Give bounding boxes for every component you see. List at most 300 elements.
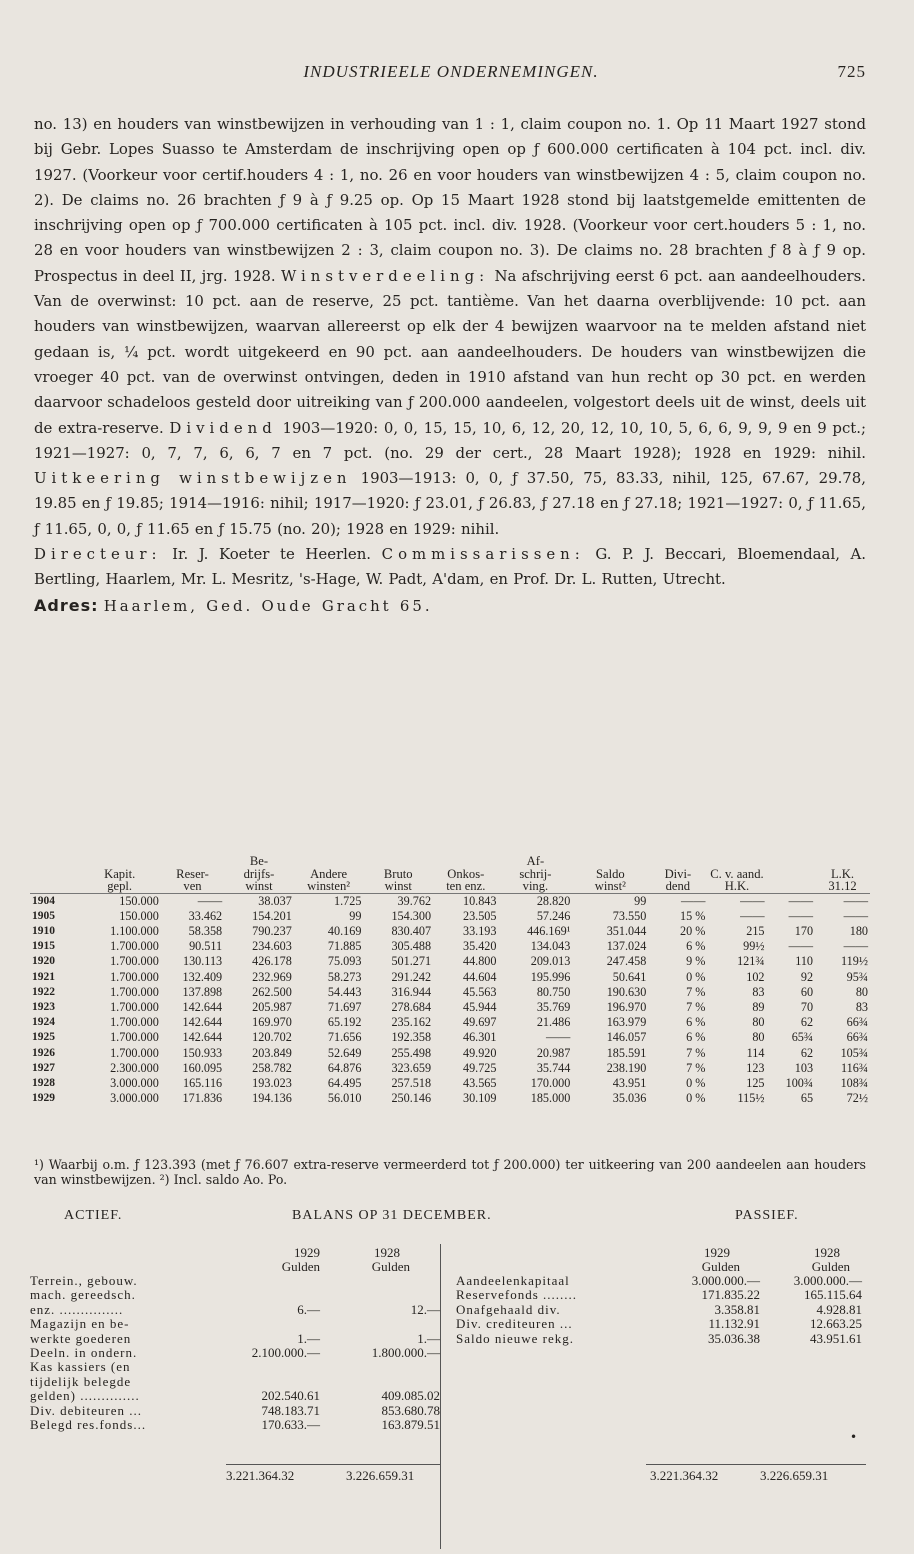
table-cell: 1.725 xyxy=(334,893,362,908)
table-cell: 80 xyxy=(752,1030,765,1045)
passief-label: Onafgehaald div. xyxy=(456,1301,561,1317)
table-header-row xyxy=(30,855,870,893)
table-cell: 185.591 xyxy=(606,1045,647,1060)
table-cell: 80.750 xyxy=(536,984,571,999)
table-cell: 64.876 xyxy=(327,1060,362,1075)
table-cell: 99½ xyxy=(743,939,765,954)
table-cell: 89 xyxy=(752,999,765,1014)
passief-label: Reservefonds ........ xyxy=(456,1287,578,1303)
directeur-text: Ir. J. Koeter te Heerlen. xyxy=(172,545,372,564)
table-cell: 49.697 xyxy=(462,1015,497,1030)
table-cell: 35.769 xyxy=(536,999,571,1014)
table-cell: 209.013 xyxy=(530,954,571,969)
table-cell: 0 % xyxy=(686,1075,706,1090)
actief-row xyxy=(30,1288,440,1302)
winstverdeeling-text: Na afschrijving eerst 6 pct. aan aandeelhouders. Van de overwinst: 10 pct. aan de reserve, 25 pct. tantième. Van het daarna overblijvende: 10 pct. aan houders van winstbewijzen, waarvan allereerst op elk der 4 bewijzen waarvoor na te melden afstand niet gedaan is, ¼ pct. wordt uitgekeerd en 90 pct. aan aandeelhouders. De houders van winstbewijzen die vroeger 40 pct. van de overwinst ontvingen, deden in 1910 afstand van hun recht op 30 pct. en werden daarvoor schadeloos gesteld door uitreiking van ƒ 200.000 aandeelen, volgestort deels uit de winst, deels uit de extra-reserve. xyxy=(34,266,867,437)
actief-unit-1928: Gulden xyxy=(371,1259,410,1274)
table-cell: 46.301 xyxy=(462,1030,497,1045)
year-cell: 1929 xyxy=(32,1092,55,1105)
table-header-cell: Be- drijfs- winst xyxy=(243,855,275,893)
table-cell: 426.178 xyxy=(252,954,292,969)
table-cell: 50.641 xyxy=(612,969,647,984)
passief-value: 11.132.91 xyxy=(708,1316,760,1332)
actief-value: 2.100.000.— xyxy=(251,1344,320,1360)
table-cell: 49.920 xyxy=(462,1045,497,1060)
table-cell: 33.462 xyxy=(188,908,223,923)
table-cell: 44.800 xyxy=(462,954,497,969)
passief-row xyxy=(450,1317,870,1331)
table-cell: 103 xyxy=(794,1060,814,1075)
passief-label: Aandeelenkapitaal xyxy=(456,1273,570,1288)
table-cell: 99 xyxy=(634,893,647,908)
passief-row xyxy=(450,1288,870,1302)
table-cell: 137.898 xyxy=(182,984,223,999)
passief-value: 3.000.000.— xyxy=(691,1273,760,1288)
actief-row xyxy=(30,1346,440,1360)
table-cell: 195.996 xyxy=(530,969,571,984)
actief-total-1929: 3.221.364.32 xyxy=(226,1468,295,1483)
actief-value: 6.— xyxy=(297,1301,320,1317)
table-cell: 119½ xyxy=(841,954,868,969)
table-cell: 205.987 xyxy=(252,999,292,1014)
passief-total-1928: 3.226.659.31 xyxy=(760,1468,829,1483)
table-cell: 134.043 xyxy=(530,939,571,954)
table-cell: 90.511 xyxy=(189,939,223,954)
table-cell: 73.550 xyxy=(612,908,647,923)
table-row xyxy=(30,1046,870,1061)
year-cell: 1928 xyxy=(32,1076,55,1089)
actief-row xyxy=(30,1389,440,1403)
table-cell: 258.782 xyxy=(252,1060,292,1075)
table-cell: —— xyxy=(681,893,706,908)
table-cell: 142.644 xyxy=(182,1030,223,1045)
table-cell: 60 xyxy=(800,984,814,999)
passief-column xyxy=(450,1246,870,1346)
table-row xyxy=(30,954,870,969)
actief-label: gelden) .............. xyxy=(30,1388,140,1404)
table-cell: 121¾ xyxy=(737,954,765,969)
table-cell: 250.146 xyxy=(391,1091,432,1106)
actief-value: 748.183.71 xyxy=(261,1402,320,1418)
table-cell: 45.563 xyxy=(462,984,497,999)
table-cell: 115½ xyxy=(737,1091,765,1106)
print-mark: • xyxy=(850,1430,858,1444)
year-cell: 1924 xyxy=(32,1016,55,1029)
actief-row xyxy=(30,1317,440,1331)
table-cell: 7 % xyxy=(686,1045,706,1060)
passief-value: 165.115.64 xyxy=(803,1287,862,1303)
table-cell: 43.951 xyxy=(612,1075,647,1090)
actief-row xyxy=(30,1332,440,1346)
table-cell: 57.246 xyxy=(536,908,571,923)
table-header-cell: Divi- dend xyxy=(664,866,692,893)
table-cell: 30.109 xyxy=(462,1091,497,1106)
table-cell: 125 xyxy=(746,1075,765,1090)
table-cell: 1.700.000 xyxy=(110,999,159,1014)
passief-label: Saldo nieuwe rekg. xyxy=(456,1330,575,1346)
table-cell: 232.969 xyxy=(252,969,292,984)
table-cell: 83 xyxy=(855,999,868,1014)
table-cell: 203.849 xyxy=(252,1045,292,1060)
table-row xyxy=(30,1030,870,1045)
commissarissen-text: G. P. J. Beccari, Bloemendaal, A. Bertling, Haarlem, Mr. L. Mesritz, 's-Hage, W. Padt, A'dam, en Prof. Dr. L. Rutten, Utrecht. xyxy=(34,545,867,589)
table-cell: 351.044 xyxy=(606,923,647,938)
address-text: Haarlem, Ged. Oude Gracht 65. xyxy=(103,596,433,615)
passief-year-1929: 1929 xyxy=(704,1245,730,1260)
table-cell: 215 xyxy=(746,923,765,938)
table-row xyxy=(30,1000,870,1015)
table-cell: 10.843 xyxy=(462,893,497,908)
table-cell: 45.944 xyxy=(462,999,497,1014)
year-cell: 1925 xyxy=(32,1031,55,1044)
table-cell: —— xyxy=(740,908,765,923)
passief-label: Div. crediteuren ... xyxy=(456,1316,573,1332)
table-cell: 255.498 xyxy=(391,1045,432,1060)
table-cell: 196.970 xyxy=(606,999,647,1014)
table-cell: 20 % xyxy=(680,923,706,938)
actief-row xyxy=(30,1404,440,1418)
passief-row xyxy=(450,1332,870,1346)
page-number: 725 xyxy=(837,62,866,81)
management-paragraph xyxy=(34,542,866,593)
table-cell: —— xyxy=(788,893,814,908)
table-cell: —— xyxy=(843,939,868,954)
dividend-label: Dividend xyxy=(169,418,277,437)
table-cell: 71.885 xyxy=(327,939,362,954)
table-cell: 49.725 xyxy=(462,1060,497,1075)
actief-value: 12.— xyxy=(410,1301,440,1317)
passief-value: 35.036.38 xyxy=(708,1330,760,1346)
actief-label: Belegd res.fonds... xyxy=(30,1416,147,1432)
uitkeering-label: Uitkeering winstbewijzen xyxy=(34,469,352,488)
passief-value: 12.663.25 xyxy=(810,1316,862,1332)
table-cell: 165.116 xyxy=(182,1075,223,1090)
table-cell: 146.057 xyxy=(606,1030,647,1045)
table-cell: 65.192 xyxy=(327,1015,362,1030)
actief-label: Kas kassiers (en xyxy=(30,1359,131,1375)
actief-row xyxy=(30,1360,440,1374)
table-row xyxy=(30,909,870,924)
table-cell: 235.162 xyxy=(391,1015,432,1030)
passief-unit-1929: Gulden xyxy=(701,1259,740,1274)
table-header-cell xyxy=(30,855,79,893)
year-cell: 1915 xyxy=(32,940,55,953)
table-cell: 190.630 xyxy=(606,984,647,999)
actief-row xyxy=(30,1375,440,1389)
passief-year-1928: 1928 xyxy=(814,1245,840,1260)
table-cell: 65 xyxy=(800,1091,814,1106)
table-cell: 58.358 xyxy=(188,923,223,938)
table-cell: 71.697 xyxy=(327,999,362,1014)
table-cell: —— xyxy=(740,893,765,908)
actief-total-1928: 3.226.659.31 xyxy=(346,1468,415,1483)
table-cell: 75.093 xyxy=(327,954,362,969)
issue-paragraph xyxy=(34,112,866,542)
table-cell: 170 xyxy=(794,923,814,938)
table-cell: 23.505 xyxy=(462,908,497,923)
table-cell: 120.702 xyxy=(252,1030,292,1045)
table-header-cell: Onkos- ten enz. xyxy=(446,866,486,893)
table-cell: 21.486 xyxy=(536,1015,571,1030)
actief-label: enz. ............... xyxy=(30,1301,124,1317)
running-title: INDUSTRIEELE ONDERNEMINGEN. xyxy=(303,62,599,81)
table-cell: 66¾ xyxy=(846,1030,868,1045)
table-cell: 262.500 xyxy=(252,984,292,999)
table-cell: 33.193 xyxy=(462,923,497,938)
table-cell: 1.700.000 xyxy=(110,984,159,999)
dividend-text: 1903—1920: 0, 0, 15, 15, 10, 6, 12, 20, 12, 10, 10, 5, 6, 6, 9, 9, 9 en 9 pct.; 1921—1927: 0, 7, 7, 6, 6, 7 en 7 pct. (no. 29 der cert., 28 Maart 1928); 1928 en 1929: nihil. xyxy=(34,418,867,462)
table-header-cell: Bruto winst xyxy=(383,866,413,893)
table-cell: 150.000 xyxy=(119,908,159,923)
actief-label: Div. debiteuren ... xyxy=(30,1402,143,1418)
actief-value: 170.633.— xyxy=(261,1416,320,1432)
table-cell: —— xyxy=(843,908,868,923)
table-cell: 150.000 xyxy=(119,893,159,908)
actief-row xyxy=(30,1274,440,1288)
table-cell: 830.407 xyxy=(391,923,432,938)
table-cell: 100¾ xyxy=(785,1075,814,1090)
table-cell: 0 % xyxy=(686,969,706,984)
passief-row xyxy=(450,1303,870,1317)
table-cell: 92 xyxy=(800,969,814,984)
table-cell: 20.987 xyxy=(536,1045,571,1060)
table-cell: 66¾ xyxy=(846,1015,868,1030)
actief-label: Magazijn en be- xyxy=(30,1316,130,1332)
table-cell: 43.565 xyxy=(462,1075,497,1090)
table-cell: 35.036 xyxy=(612,1091,647,1106)
actief-value: 202.540.61 xyxy=(261,1388,320,1404)
year-cell: 1923 xyxy=(32,1000,55,1013)
passief-value: 43.951.61 xyxy=(810,1330,862,1346)
table-cell: 114 xyxy=(746,1045,765,1060)
table-cell: 193.023 xyxy=(252,1075,292,1090)
table-header-cell: Reser- ven xyxy=(176,866,209,893)
table-cell: 3.000.000 xyxy=(110,1075,159,1090)
balance-sheet xyxy=(30,1208,870,1432)
table-cell: 185.000 xyxy=(530,1091,571,1106)
table-cell: 83 xyxy=(752,984,765,999)
table-row xyxy=(30,924,870,939)
table-cell: 257.518 xyxy=(391,1075,432,1090)
table-row xyxy=(30,1061,870,1076)
table-row xyxy=(30,893,870,909)
uitkeering-text: 1903—1913: 0, 0, ƒ 37.50, 75, 83.33, nihil, 125, 67.67, 29.78, 19.85 en ƒ 19.85; 1914—1916: nihil; 1917—1920: ƒ 23.01, ƒ 26.83, ƒ 27.18 en ƒ 27.18; 1921—1927: 0, ƒ 11.65, ƒ 11.65, 0, 0, ƒ 11.65 en ƒ 15.75 (no. 20); 1928 en 1929: nihil. xyxy=(34,469,866,538)
table-cell: 192.358 xyxy=(391,1030,432,1045)
table-cell: 62 xyxy=(800,1045,814,1060)
table-cell: 234.603 xyxy=(252,939,292,954)
table-cell: 95¾ xyxy=(846,969,868,984)
financial-table xyxy=(30,855,870,1106)
passief-units xyxy=(450,1260,870,1274)
passief-row xyxy=(450,1274,870,1288)
table-cell: 123 xyxy=(746,1060,765,1075)
table-cell: 62 xyxy=(800,1015,814,1030)
table-cell: —— xyxy=(843,893,868,908)
actief-year-1929: 1929 xyxy=(294,1245,320,1260)
table-cell: 80 xyxy=(752,1015,765,1030)
table-cell: 130.113 xyxy=(182,954,223,969)
table-cell: 323.659 xyxy=(391,1060,432,1075)
year-cell: 1905 xyxy=(32,909,55,922)
actief-label: mach. gereedsch. xyxy=(30,1287,136,1303)
actief-units xyxy=(30,1260,440,1274)
passief-value: 3.000.000.— xyxy=(793,1273,862,1288)
table-cell: 40.169 xyxy=(327,923,362,938)
table-cell: 194.136 xyxy=(252,1091,292,1106)
year-cell: 1927 xyxy=(32,1061,55,1074)
table-header-cell: Saldo winst² xyxy=(594,866,626,893)
actief-row xyxy=(30,1418,440,1432)
table-cell: —— xyxy=(197,893,223,908)
table-cell: 305.488 xyxy=(391,939,432,954)
table-body xyxy=(30,893,870,1106)
table-cell: 99 xyxy=(349,908,362,923)
table-cell: 154.300 xyxy=(391,908,432,923)
company-description xyxy=(34,112,866,619)
commissarissen-label: Commissarissen: xyxy=(381,545,585,564)
actief-years xyxy=(30,1246,440,1260)
table-cell: 160.095 xyxy=(182,1060,223,1075)
table-cell: 163.979 xyxy=(606,1015,647,1030)
table-cell: 1.700.000 xyxy=(110,1045,159,1060)
balance-header xyxy=(30,1208,870,1226)
table-cell: 56.010 xyxy=(327,1091,362,1106)
table-cell: 102 xyxy=(746,969,765,984)
table-cell: 110 xyxy=(795,954,814,969)
table-cell: 15 % xyxy=(680,908,706,923)
year-cell: 1920 xyxy=(32,955,55,968)
table-cell: 116¾ xyxy=(841,1060,868,1075)
table-cell: 7 % xyxy=(686,984,706,999)
table-cell: 54.443 xyxy=(327,984,362,999)
table-cell: 1.700.000 xyxy=(110,1030,159,1045)
table-cell: 64.495 xyxy=(327,1075,362,1090)
actief-year-1928: 1928 xyxy=(374,1245,400,1260)
year-cell: 1922 xyxy=(32,985,55,998)
table-cell: 180 xyxy=(849,923,868,938)
table-cell: 6 % xyxy=(686,1030,706,1045)
table-header-cell: C. v. aand. H.K. xyxy=(710,866,764,893)
table-cell: 80 xyxy=(855,984,868,999)
table-cell: 1.700.000 xyxy=(110,1015,159,1030)
table-cell: 291.242 xyxy=(391,969,432,984)
table-row xyxy=(30,1015,870,1030)
table-cell: 142.644 xyxy=(182,1015,223,1030)
table-cell: 52.649 xyxy=(327,1045,362,1060)
table-cell: 0 % xyxy=(686,1091,706,1106)
actief-value: 1.— xyxy=(417,1330,440,1346)
table-cell: 7 % xyxy=(686,1060,706,1075)
table-cell: 169.970 xyxy=(252,1015,292,1030)
table-cell: 247.458 xyxy=(606,954,647,969)
table-cell: 137.024 xyxy=(606,939,647,954)
table-cell: 316.944 xyxy=(391,984,432,999)
table-cell: 132.409 xyxy=(182,969,223,984)
table-cell: 28.820 xyxy=(536,893,571,908)
table-cell: —— xyxy=(788,939,814,954)
actief-label: Terrein., gebouw. xyxy=(30,1273,138,1288)
table-cell: 1.700.000 xyxy=(110,954,159,969)
table-header-cell: Kapit. gepl. xyxy=(104,866,136,893)
balance-divider xyxy=(440,1244,442,1549)
table-cell: 6 % xyxy=(686,1015,706,1030)
passief-value: 171.835.22 xyxy=(701,1287,760,1303)
table-row xyxy=(30,1091,870,1106)
actief-value: 1.800.000.— xyxy=(371,1344,440,1360)
table-header-cell xyxy=(767,855,816,893)
table-cell: —— xyxy=(788,908,814,923)
actief-column xyxy=(30,1246,440,1432)
table-cell: 1.700.000 xyxy=(110,969,159,984)
passief-unit-1928: Gulden xyxy=(811,1259,850,1274)
table-cell: 278.684 xyxy=(391,999,432,1014)
table-header-cell: Andere winsten² xyxy=(307,866,351,893)
table-header-cell: Af- schrij- ving. xyxy=(519,855,552,893)
actief-label: tijdelijk belegde xyxy=(30,1373,132,1389)
year-cell: 1910 xyxy=(32,924,55,937)
table-cell: 238.190 xyxy=(606,1060,647,1075)
table-cell: 2.300.000 xyxy=(110,1060,159,1075)
table-cell: 35.744 xyxy=(536,1060,571,1075)
table-cell: 1.100.000 xyxy=(110,923,159,938)
table-cell: 6 % xyxy=(686,939,706,954)
passief-value: 4.928.81 xyxy=(816,1301,862,1317)
table-cell: 39.762 xyxy=(397,893,432,908)
table-cell: 790.237 xyxy=(252,923,292,938)
table-cell: 170.000 xyxy=(530,1075,571,1090)
table-cell: 142.644 xyxy=(182,999,223,1014)
table-cell: 1.700.000 xyxy=(110,939,159,954)
year-cell: 1921 xyxy=(32,970,55,983)
table-cell: 108¾ xyxy=(840,1075,868,1090)
table-cell: 446.169¹ xyxy=(527,923,571,938)
passief-years xyxy=(450,1246,870,1260)
year-cell: 1926 xyxy=(32,1046,55,1059)
table-row xyxy=(30,1076,870,1091)
balance-title: BALANS OP 31 DECEMBER. xyxy=(292,1208,492,1223)
actief-unit-1929: Gulden xyxy=(281,1259,320,1274)
table-cell: 105¾ xyxy=(840,1045,868,1060)
actief-value: 163.879.51 xyxy=(381,1416,440,1432)
page-header xyxy=(36,62,866,86)
table-cell: 71.656 xyxy=(327,1030,362,1045)
table-cell: 44.604 xyxy=(462,969,497,984)
table-cell: 38.037 xyxy=(258,893,292,908)
table-cell: 65¾ xyxy=(791,1030,814,1045)
table-cell: 35.420 xyxy=(462,939,497,954)
table-footnote: ¹) Waarbij o.m. ƒ 123.393 (met ƒ 76.607 extra-reserve vermeerderd tot ƒ 200.000) ter uitkeering van 200 aandeelen aan houders van winstbewijzen. ²) Incl. saldo Ao. Po. xyxy=(34,1157,866,1187)
table-cell: —— xyxy=(545,1030,571,1045)
table-cell: 58.273 xyxy=(327,969,362,984)
actief-value: 1.— xyxy=(297,1330,320,1346)
passief-value: 3.358.81 xyxy=(714,1301,760,1317)
table-cell: 70 xyxy=(800,999,814,1014)
actief-label: Deeln. in ondern. xyxy=(30,1344,138,1360)
table-cell: 171.836 xyxy=(182,1091,223,1106)
table-cell: 72½ xyxy=(846,1091,868,1106)
actief-title: ACTIEF. xyxy=(64,1208,123,1223)
address-paragraph xyxy=(34,593,866,619)
actief-value: 409.085.02 xyxy=(381,1388,440,1404)
table-cell: 150.933 xyxy=(182,1045,223,1060)
table-row xyxy=(30,985,870,1000)
winstverdeeling-label: Winstverdeeling: xyxy=(280,266,490,285)
passief-title: PASSIEF. xyxy=(735,1208,799,1223)
table-cell: 7 % xyxy=(686,999,706,1014)
actief-row xyxy=(30,1303,440,1317)
table-header-cell: L.K. 31.12 xyxy=(828,866,857,893)
directeur-label: Directeur: xyxy=(34,545,162,564)
